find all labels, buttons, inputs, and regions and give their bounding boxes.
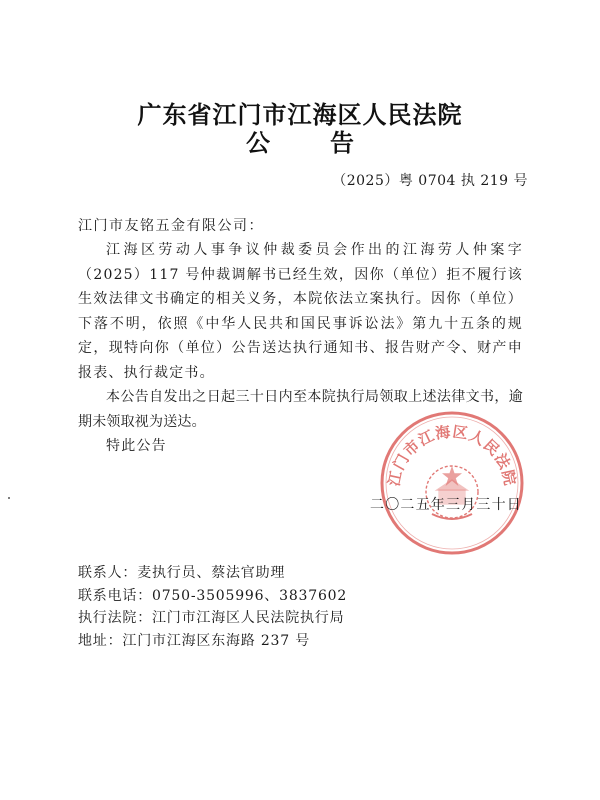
body-paragraph-3: 特此公告 xyxy=(106,438,167,454)
addressee: 江门市友铭五金有限公司： xyxy=(78,218,264,234)
issue-date: 二〇二五年三月三十日 xyxy=(370,497,522,513)
body-paragraph-1: 江海区劳动人事争议仲裁委员会作出的江海劳人仲案字（2025）117 号仲裁调解书已经生效，因你（单位）拒不履行该生效法律文书确定的相关义务，本院依法立案执行。因你（单位）下落不明，依照《中华人民共和国民事诉讼法》第九十五条的规定，现特向你（单位）公告送达执行通知书、报告财产令、财产申报表、执行裁定书。 xyxy=(78,242,523,381)
court-seal-stamp xyxy=(377,408,527,558)
seal-text: 江门市江海区人民法院 xyxy=(384,422,520,488)
executing-court: 执行法院：江门市江海区人民法院执行局 xyxy=(78,610,345,626)
court-name-title: 广东省江门市江海区人民法院 xyxy=(137,100,463,129)
contact-info xyxy=(78,562,347,652)
case-number: （2025）粤 0704 执 219 号 xyxy=(332,173,528,189)
court-address: 地址：江门市江海区东海路 237 号 xyxy=(78,632,311,649)
body-paragraph-2: 本公告自发出之日起三十日内至本院执行局领取上述法律文书，逾期未领取视为送达。 xyxy=(78,389,523,430)
scan-speck xyxy=(8,497,10,499)
document-type-title: 公 告 xyxy=(246,128,372,157)
contact-phone: 联系电话：0750-3505996、3837602 xyxy=(78,587,348,604)
contact-person: 联系人：麦执行员、蔡法官助理 xyxy=(78,565,286,581)
